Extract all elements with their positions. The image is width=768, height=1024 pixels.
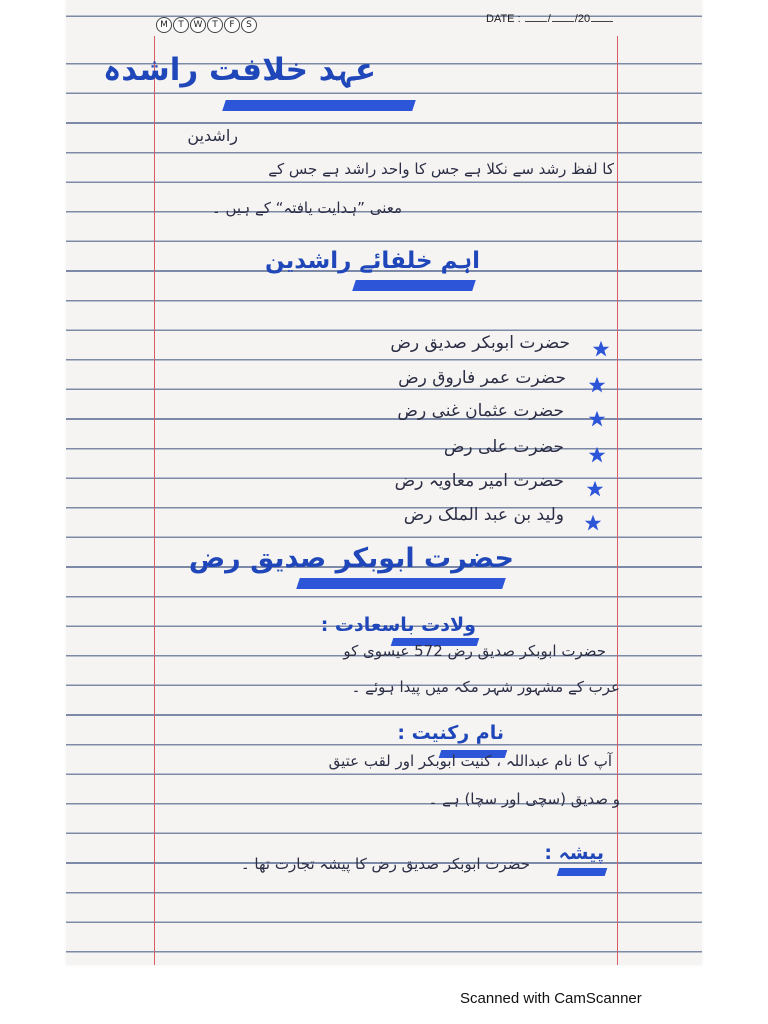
name-line: آپ کا نام عبداللہ ، کنیت ابوبکر اور لقب عتیق (328, 752, 612, 770)
heading-highlight (296, 578, 506, 589)
scanner-watermark: Scanned with CamScanner (460, 990, 642, 1007)
date-blank (552, 12, 574, 22)
intro-line: کا لفظ رشد سے نکلا ہے جس کا واحد راشد ہے جس کے (268, 160, 614, 178)
intro-line: معنی ”ہدایت یافتہ“ کے ہیں ۔ (211, 199, 402, 217)
day-box: S (241, 17, 257, 33)
birth-line: حضرت ابوبکر صدیق رض 572 عیسوی کو (343, 642, 606, 660)
caliph-item: حضرت علی رض (443, 437, 564, 457)
name-line: و صدیق (سچی اور سچا) ہے ۔ (428, 790, 620, 808)
left-margin-line (154, 36, 155, 965)
day-box: W (190, 17, 206, 33)
date-label: DATE : (486, 13, 521, 25)
caliph-item: حضرت ابوبکر صدیق رض (390, 333, 570, 353)
profession-heading: پیشہ : (544, 842, 604, 864)
notebook-page (66, 0, 702, 965)
birth-line: عرب کے مشہور شہر مکہ میں پیدا ہوئے ۔ (351, 678, 620, 696)
subheading-highlight (557, 868, 608, 876)
star-bullet-icon (584, 514, 602, 532)
heading-highlight (352, 280, 476, 291)
weekday-boxes (156, 17, 258, 33)
caliph-item: حضرت امیر معاویہ رض (394, 471, 564, 491)
caliph-item: حضرت عمر فاروق رض (398, 368, 566, 388)
day-box: T (173, 17, 189, 33)
day-box: F (224, 17, 240, 33)
date-blank (525, 12, 547, 22)
star-bullet-icon (588, 410, 606, 428)
caliph-item: ولید بن عبد الملک رض (403, 505, 564, 525)
star-bullet-icon (586, 480, 604, 498)
day-box: M (156, 17, 172, 33)
date-blank (591, 12, 613, 22)
star-bullet-icon (588, 376, 606, 394)
title-highlight (222, 100, 416, 111)
date-field: DATE : / /20 (486, 12, 614, 25)
profession-line: حضرت ابوبکر صدیق رض کا پیشہ تجارت تھا ۔ (240, 855, 530, 873)
name-heading: نام رکنیت : (397, 722, 504, 744)
right-margin-line (617, 36, 618, 965)
star-bullet-icon (592, 340, 610, 358)
birth-heading: ولادت باسعادت : (320, 614, 476, 636)
date-year: 20 (577, 13, 591, 25)
page-title: عہد خلافت راشدہ (103, 52, 376, 88)
caliph-item: حضرت عثمان غنی رض (397, 401, 564, 421)
section-heading: اہم خلفائے راشدین (264, 248, 480, 274)
star-bullet-icon (588, 446, 606, 464)
day-box: T (207, 17, 223, 33)
section-heading: حضرت ابوبکر صدیق رض (188, 543, 514, 574)
intro-word: راشدین (187, 126, 238, 145)
